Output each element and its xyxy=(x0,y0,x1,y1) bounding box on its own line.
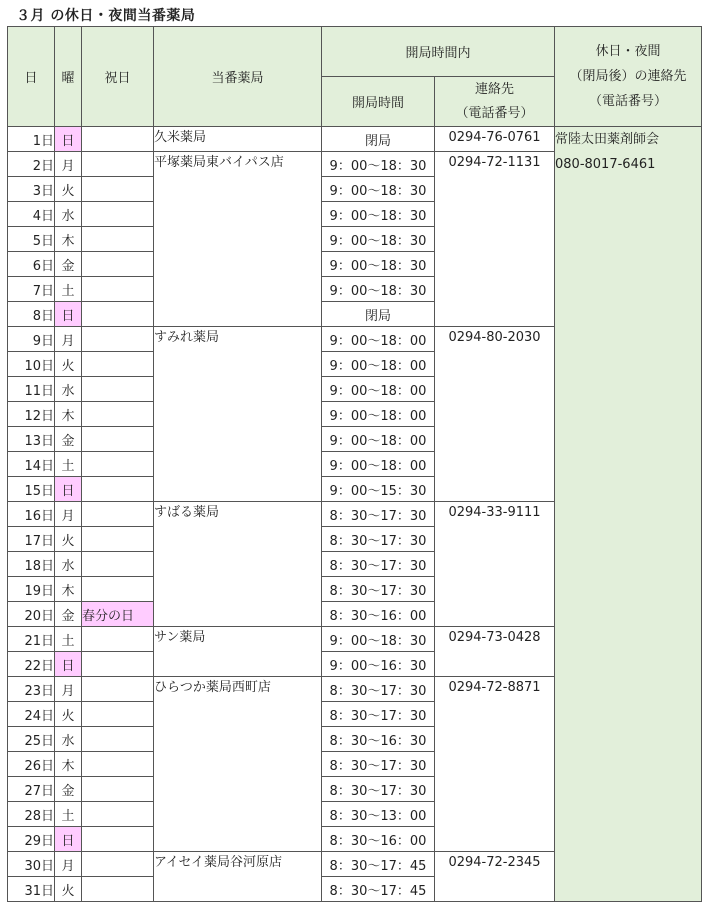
holiday-cell xyxy=(82,527,154,552)
weekday-cell: 土 xyxy=(55,802,82,827)
date-cell: 1日 xyxy=(8,127,55,152)
weekday-cell: 木 xyxy=(55,227,82,252)
holiday-cell xyxy=(82,402,154,427)
date-cell: 2日 xyxy=(8,152,55,177)
date-cell: 17日 xyxy=(8,527,55,552)
open-hours-cell: 9：00〜18：30 xyxy=(322,277,435,302)
date-cell: 10日 xyxy=(8,352,55,377)
holiday-cell xyxy=(82,127,154,152)
holiday-cell xyxy=(82,777,154,802)
holiday-cell xyxy=(82,577,154,602)
holiday-cell xyxy=(82,827,154,852)
header-open-hours: 開局時間 xyxy=(322,77,435,127)
date-cell: 4日 xyxy=(8,202,55,227)
date-cell: 18日 xyxy=(8,552,55,577)
open-hours-cell: 9：00〜18：30 xyxy=(322,152,435,177)
date-cell: 19日 xyxy=(8,577,55,602)
pharmacy-phone: 0294-76-0761 xyxy=(435,127,555,152)
date-cell: 30日 xyxy=(8,852,55,877)
header-night-line2: （閉局後）の連絡先 xyxy=(569,69,687,84)
date-cell: 21日 xyxy=(8,627,55,652)
pharmacy-phone: 0294-72-1131 xyxy=(435,152,555,327)
header-night-contact xyxy=(555,27,702,127)
weekday-cell: 月 xyxy=(55,677,82,702)
date-cell: 13日 xyxy=(8,427,55,452)
holiday-cell xyxy=(82,277,154,302)
date-cell: 20日 xyxy=(8,602,55,627)
pharmacy-phone: 0294-33-9111 xyxy=(435,502,555,627)
open-hours-cell: 9：00〜18：30 xyxy=(322,202,435,227)
open-hours-cell: 8：30〜17：30 xyxy=(322,527,435,552)
holiday-cell xyxy=(82,802,154,827)
holiday-cell xyxy=(82,477,154,502)
open-hours-cell: 9：00〜18：00 xyxy=(322,352,435,377)
pharmacy-phone: 0294-73-0428 xyxy=(435,627,555,677)
header-night-line3: （電話番号） xyxy=(589,94,668,109)
open-hours-cell: 閉局 xyxy=(322,127,435,152)
weekday-cell: 日 xyxy=(55,652,82,677)
date-cell: 28日 xyxy=(8,802,55,827)
holiday-cell xyxy=(82,177,154,202)
holiday-cell xyxy=(82,377,154,402)
date-cell: 9日 xyxy=(8,327,55,352)
open-hours-cell: 9：00〜18：30 xyxy=(322,252,435,277)
open-hours-cell: 8：30〜17：30 xyxy=(322,552,435,577)
weekday-cell: 火 xyxy=(55,352,82,377)
open-hours-cell: 8：30〜17：30 xyxy=(322,752,435,777)
pharmacy-name: 久米薬局 xyxy=(154,127,322,152)
date-cell: 16日 xyxy=(8,502,55,527)
date-cell: 12日 xyxy=(8,402,55,427)
date-cell: 31日 xyxy=(8,877,55,902)
holiday-cell xyxy=(82,702,154,727)
pharmacy-name: すみれ薬局 xyxy=(154,327,322,502)
pharmacy-name: アイセイ薬局谷河原店 xyxy=(154,852,322,902)
open-hours-cell: 9：00〜18：00 xyxy=(322,377,435,402)
weekday-cell: 日 xyxy=(55,127,82,152)
page-title: ３月 の休日・夜間当番薬局 xyxy=(16,8,196,24)
date-cell: 24日 xyxy=(8,702,55,727)
weekday-cell: 火 xyxy=(55,177,82,202)
holiday-cell: 春分の日 xyxy=(82,602,154,627)
pharmacy-phone: 0294-72-2345 xyxy=(435,852,555,902)
pharmacy-name: 平塚薬局東バイパス店 xyxy=(154,152,322,327)
weekday-cell: 金 xyxy=(55,427,82,452)
weekday-cell: 火 xyxy=(55,877,82,902)
weekday-cell: 日 xyxy=(55,827,82,852)
pharmacy-name: サン薬局 xyxy=(154,627,322,677)
weekday-cell: 木 xyxy=(55,752,82,777)
header-day: 日 xyxy=(8,27,55,127)
open-hours-cell: 9：00〜18：30 xyxy=(322,177,435,202)
pharmacy-name: すばる薬局 xyxy=(154,502,322,627)
header-dow: 曜 xyxy=(55,27,82,127)
header-pharmacy: 当番薬局 xyxy=(154,27,322,127)
weekday-cell: 金 xyxy=(55,252,82,277)
open-hours-cell: 9：00〜15：30 xyxy=(322,477,435,502)
holiday-cell xyxy=(82,752,154,777)
holiday-cell xyxy=(82,152,154,177)
weekday-cell: 水 xyxy=(55,727,82,752)
weekday-cell: 水 xyxy=(55,202,82,227)
date-cell: 14日 xyxy=(8,452,55,477)
table-body xyxy=(8,127,702,902)
night-contact-cell xyxy=(555,127,702,902)
open-hours-cell: 8：30〜17：30 xyxy=(322,777,435,802)
header-holiday: 祝日 xyxy=(82,27,154,127)
holiday-cell xyxy=(82,502,154,527)
open-hours-cell: 9：00〜18：00 xyxy=(322,402,435,427)
holiday-cell xyxy=(82,227,154,252)
holiday-cell xyxy=(82,852,154,877)
holiday-cell xyxy=(82,727,154,752)
open-hours-cell: 8：30〜16：30 xyxy=(322,727,435,752)
open-hours-cell: 8：30〜16：00 xyxy=(322,602,435,627)
date-cell: 6日 xyxy=(8,252,55,277)
date-cell: 27日 xyxy=(8,777,55,802)
open-hours-cell: 9：00〜18：00 xyxy=(322,452,435,477)
open-hours-cell: 9：00〜18：00 xyxy=(322,427,435,452)
weekday-cell: 土 xyxy=(55,277,82,302)
date-cell: 7日 xyxy=(8,277,55,302)
holiday-cell xyxy=(82,452,154,477)
date-cell: 8日 xyxy=(8,302,55,327)
pharmacy-phone: 0294-80-2030 xyxy=(435,327,555,502)
open-hours-cell: 8：30〜17：30 xyxy=(322,502,435,527)
date-cell: 22日 xyxy=(8,652,55,677)
open-hours-cell: 9：00〜18：30 xyxy=(322,227,435,252)
weekday-cell: 月 xyxy=(55,502,82,527)
holiday-cell xyxy=(82,552,154,577)
weekday-cell: 水 xyxy=(55,552,82,577)
date-cell: 29日 xyxy=(8,827,55,852)
table-row xyxy=(8,127,702,152)
weekday-cell: 月 xyxy=(55,327,82,352)
holiday-cell xyxy=(82,327,154,352)
open-hours-cell: 閉局 xyxy=(322,302,435,327)
open-hours-cell: 9：00〜16：30 xyxy=(322,652,435,677)
open-hours-cell: 8：30〜17：30 xyxy=(322,702,435,727)
open-hours-cell: 8：30〜17：45 xyxy=(322,852,435,877)
weekday-cell: 金 xyxy=(55,777,82,802)
weekday-cell: 火 xyxy=(55,702,82,727)
open-hours-cell: 8：30〜17：30 xyxy=(322,677,435,702)
date-cell: 3日 xyxy=(8,177,55,202)
header-night-line1: 休日・夜間 xyxy=(595,44,661,59)
duty-pharmacy-table xyxy=(7,26,702,902)
weekday-cell: 日 xyxy=(55,302,82,327)
date-cell: 15日 xyxy=(8,477,55,502)
open-hours-cell: 8：30〜17：45 xyxy=(322,877,435,902)
holiday-cell xyxy=(82,427,154,452)
weekday-cell: 月 xyxy=(55,852,82,877)
weekday-cell: 土 xyxy=(55,452,82,477)
weekday-cell: 火 xyxy=(55,527,82,552)
holiday-cell xyxy=(82,877,154,902)
open-hours-cell: 8：30〜17：30 xyxy=(322,577,435,602)
weekday-cell: 日 xyxy=(55,477,82,502)
header-open-group: 開局時間内 xyxy=(322,27,555,77)
date-cell: 11日 xyxy=(8,377,55,402)
night-contact-phone: 080-8017-6461 xyxy=(555,157,656,172)
weekday-cell: 水 xyxy=(55,377,82,402)
weekday-cell: 金 xyxy=(55,602,82,627)
open-hours-cell: 8：30〜16：00 xyxy=(322,827,435,852)
holiday-cell xyxy=(82,652,154,677)
weekday-cell: 木 xyxy=(55,577,82,602)
holiday-cell xyxy=(82,352,154,377)
weekday-cell: 土 xyxy=(55,627,82,652)
holiday-cell xyxy=(82,202,154,227)
header-contact-line2: （電話番号） xyxy=(455,105,534,121)
date-cell: 26日 xyxy=(8,752,55,777)
header-contact xyxy=(435,77,555,127)
date-cell: 5日 xyxy=(8,227,55,252)
pharmacy-name: ひらつか薬局西町店 xyxy=(154,677,322,852)
holiday-cell xyxy=(82,677,154,702)
night-contact-name: 常陸太田薬剤師会 xyxy=(555,132,660,147)
holiday-cell xyxy=(82,302,154,327)
holiday-cell xyxy=(82,627,154,652)
weekday-cell: 月 xyxy=(55,152,82,177)
open-hours-cell: 8：30〜13：00 xyxy=(322,802,435,827)
header-contact-line1: 連絡先 xyxy=(475,81,515,97)
open-hours-cell: 9：00〜18：00 xyxy=(322,327,435,352)
pharmacy-phone: 0294-72-8871 xyxy=(435,677,555,852)
date-cell: 23日 xyxy=(8,677,55,702)
holiday-cell xyxy=(82,252,154,277)
date-cell: 25日 xyxy=(8,727,55,752)
weekday-cell: 木 xyxy=(55,402,82,427)
open-hours-cell: 9：00〜18：30 xyxy=(322,627,435,652)
